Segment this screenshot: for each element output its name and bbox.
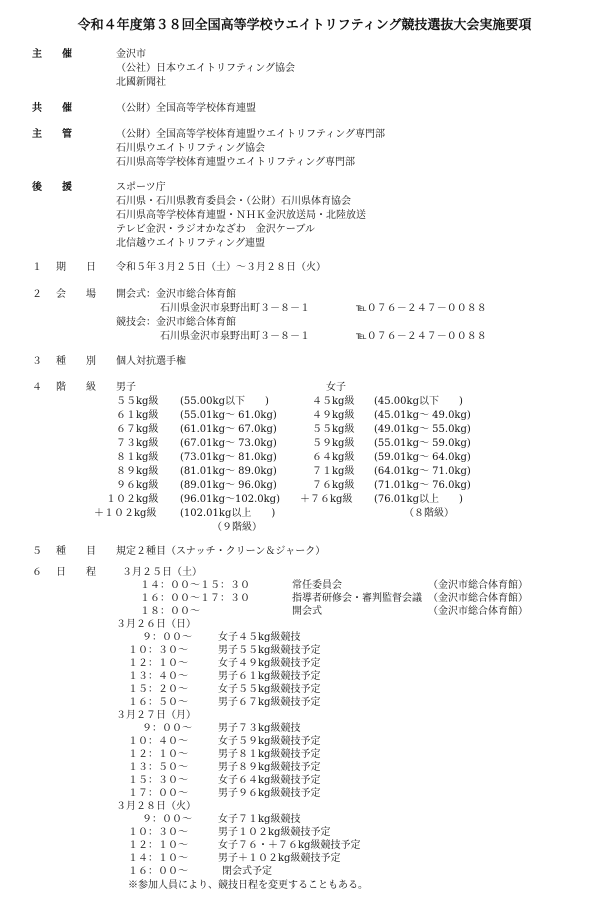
schedule-time: １２：１０～ [128, 749, 188, 760]
male-class: １０２kg級 [106, 494, 159, 505]
koen-label: 後 援 [32, 182, 72, 193]
schedule-time: １６：００～１７：３０ [140, 593, 250, 604]
male-class: ８１kg級 [116, 452, 159, 463]
shusai-line: 北國新聞社 [116, 77, 166, 88]
schedule-time: １２：１０～ [128, 840, 188, 851]
section-label: 種 別 [56, 356, 96, 367]
male-class: ６１kg級 [116, 410, 159, 421]
schedule-event: 指導者研修会・審判監督会議 [292, 593, 422, 604]
venue-address: 石川県金沢市泉野出町３－８－１ [160, 331, 310, 342]
schedule-time: ９：００～ [142, 632, 192, 643]
female-range: (55.01kg～ 59.0kg) [374, 438, 471, 449]
schedule-time: ９：００～ [142, 723, 192, 734]
koen-line: 石川県・石川県教育委員会・（公財）石川県体育協会 [116, 196, 351, 207]
male-class: ８９kg級 [116, 466, 159, 477]
male-range: (81.01kg～ 89.0kg) [180, 466, 277, 477]
male-count: （９階級） [212, 522, 262, 533]
schedule-event: 男子９６kg級競技予定 [218, 788, 321, 799]
venue-address: 石川県金沢市泉野出町３－８－１ [160, 303, 310, 314]
schedule-event: 開会式 [292, 606, 322, 617]
schedule-event: 女子５５kg級競技予定 [218, 684, 321, 695]
female-class: ４９kg級 [312, 410, 355, 421]
koen-line: スポーツ庁 [116, 182, 166, 193]
schedule-note: ※参加人員により、競技日程を変更することもある。 [128, 880, 368, 891]
male-class: ６７kg級 [116, 424, 159, 435]
male-header: 男子 [116, 382, 136, 393]
schedule-time: １６：００～ [128, 866, 188, 877]
male-class: ５５kg級 [116, 396, 159, 407]
shukan-line: （公財）全国高等学校体育連盟ウエイトリフティング専門部 [116, 129, 385, 140]
shukan-line: 石川県ウエイトリフティング協会 [116, 143, 265, 154]
schedule-event: 女子７６・＋７６kg級競技予定 [218, 840, 361, 851]
schedule-event: 女子５９kg級競技予定 [218, 736, 321, 747]
schedule-time: １０：４０～ [128, 736, 188, 747]
schedule-time: １４：１０～ [128, 853, 188, 864]
shusai-label: 主 催 [32, 49, 72, 60]
section-number: ５ [32, 546, 42, 557]
venue-line: 競技会：金沢市総合体育館 [116, 317, 236, 328]
schedule-time: １８：００～ [140, 606, 200, 617]
shukan-label: 主 管 [32, 129, 72, 140]
male-range: (73.01kg～ 81.0kg) [180, 452, 277, 463]
schedule-event: 男子５５kg級競技予定 [218, 645, 321, 656]
section-number: ４ [32, 382, 42, 393]
section-label: 期 日 [56, 262, 96, 273]
schedule-time: １５：３０～ [128, 775, 188, 786]
schedule-event: 女子６４kg級競技予定 [218, 775, 321, 786]
venue-tel: ℡０７６－２４７－００８８ [356, 331, 487, 342]
female-range: (49.01kg～ 55.0kg) [374, 424, 471, 435]
female-header: 女子 [326, 382, 346, 393]
shusai-line: （公社）日本ウエイトリフティング協会 [116, 63, 295, 74]
section-label: 階 級 [56, 382, 96, 393]
events-text: 規定２種目（スナッチ・クリーン＆ジャーク） [116, 546, 326, 557]
female-class: ＋７６kg級 [300, 494, 353, 505]
schedule-date: ３月２５日（土） [122, 567, 202, 578]
schedule-event: 男子８９kg級競技予定 [218, 762, 321, 773]
female-class: ５９kg級 [312, 438, 355, 449]
schedule-venue: （金沢市総合体育館） [428, 593, 528, 604]
female-range: (45.01kg～ 49.0kg) [374, 410, 471, 421]
schedule-time: １４：００～１５：３０ [140, 580, 250, 591]
female-class: ７１kg級 [312, 466, 355, 477]
schedule-event: 男子６１kg級競技予定 [218, 671, 321, 682]
schedule-venue: （金沢市総合体育館） [428, 580, 528, 591]
male-class: ９６kg級 [116, 480, 159, 491]
female-class: ６４kg級 [312, 452, 355, 463]
kyosai-label: 共 催 [32, 103, 72, 114]
schedule-time: １０：３０～ [128, 827, 188, 838]
section-number: １ [32, 262, 42, 273]
male-range: (102.01kg以上 ) [180, 508, 276, 519]
category-text: 個人対抗選手権 [116, 356, 186, 367]
female-class: ４５kg級 [312, 396, 355, 407]
female-class: ５５kg級 [312, 424, 355, 435]
male-range: (89.01kg～ 96.0kg) [180, 480, 277, 491]
schedule-time: ９：００～ [142, 814, 192, 825]
male-range: (55.00kg以下 ) [180, 396, 269, 407]
section-number: ６ [32, 567, 42, 578]
venue-line: 開会式：金沢市総合体育館 [116, 289, 236, 300]
female-range: (71.01kg～ 76.0kg) [374, 480, 471, 491]
dates-text: 令和５年３月２５日（土）～３月２８日（火） [116, 262, 326, 273]
schedule-time: １７：００～ [128, 788, 188, 799]
koen-line: テレビ金沢・ラジオかなざわ 金沢ケーブル [116, 224, 315, 235]
female-count: （８階級） [404, 508, 454, 519]
section-label: 種 目 [56, 546, 96, 557]
schedule-event: 女子４９kg級競技予定 [218, 658, 321, 669]
male-range: (55.01kg～ 61.0kg) [180, 410, 277, 421]
schedule-event: 男子６７kg級競技予定 [218, 697, 321, 708]
kyosai-line: （公財）全国高等学校体育連盟 [116, 103, 256, 114]
female-range: (45.00kg以下 ) [374, 396, 463, 407]
schedule-date: ３月２６日（日） [116, 619, 196, 630]
schedule-event: 閉会式予定 [222, 866, 272, 877]
male-range: (96.01kg～102.0kg) [180, 494, 280, 505]
schedule-event: 男子＋１０２kg級競技予定 [218, 853, 341, 864]
male-class: ７３kg級 [116, 438, 159, 449]
male-range: (61.01kg～ 67.0kg) [180, 424, 277, 435]
schedule-time: １２：１０～ [128, 658, 188, 669]
female-range: (59.01kg～ 64.0kg) [374, 452, 471, 463]
female-range: (76.01kg以上 ) [374, 494, 463, 505]
male-range: (67.01kg～ 73.0kg) [180, 438, 277, 449]
koen-line: 北信越ウエイトリフティング連盟 [116, 238, 265, 249]
schedule-time: １３：５０～ [128, 762, 188, 773]
shukan-line: 石川県高等学校体育連盟ウエイトリフティング専門部 [116, 157, 355, 168]
schedule-venue: （金沢市総合体育館） [428, 606, 528, 617]
schedule-event: 常任委員会 [292, 580, 342, 591]
schedule-event: 男子７３kg級競技 [218, 723, 301, 734]
female-class: ７６kg級 [312, 480, 355, 491]
male-class: ＋１０２kg級 [94, 508, 157, 519]
shusai-line: 金沢市 [116, 49, 146, 60]
schedule-event: 男子１０２kg級競技予定 [218, 827, 331, 838]
schedule-event: 男子８１kg級競技予定 [218, 749, 321, 760]
schedule-event: 女子４５kg級競技 [218, 632, 301, 643]
section-label: 日 程 [56, 567, 96, 578]
female-range: (64.01kg～ 71.0kg) [374, 466, 471, 477]
schedule-time: １０：３０～ [128, 645, 188, 656]
schedule-date: ３月２８日（火） [116, 801, 196, 812]
schedule-date: ３月２７日（月） [116, 710, 196, 721]
section-number: ３ [32, 356, 42, 367]
schedule-time: １５：２０～ [128, 684, 188, 695]
schedule-event: 女子７１kg級競技 [218, 814, 301, 825]
venue-tel: ℡０７６－２４７－００８８ [356, 303, 487, 314]
section-number: ２ [32, 289, 42, 300]
page-title: 令和４年度第３８回全国高等学校ウエイトリフティング競技選抜大会実施要項 [77, 18, 532, 33]
schedule-time: １６：５０～ [128, 697, 188, 708]
koen-line: 石川県高等学校体育連盟・ＮＨＫ金沢放送局・北陸放送 [116, 210, 366, 221]
section-label: 会 場 [56, 289, 96, 300]
schedule-time: １３：４０～ [128, 671, 188, 682]
